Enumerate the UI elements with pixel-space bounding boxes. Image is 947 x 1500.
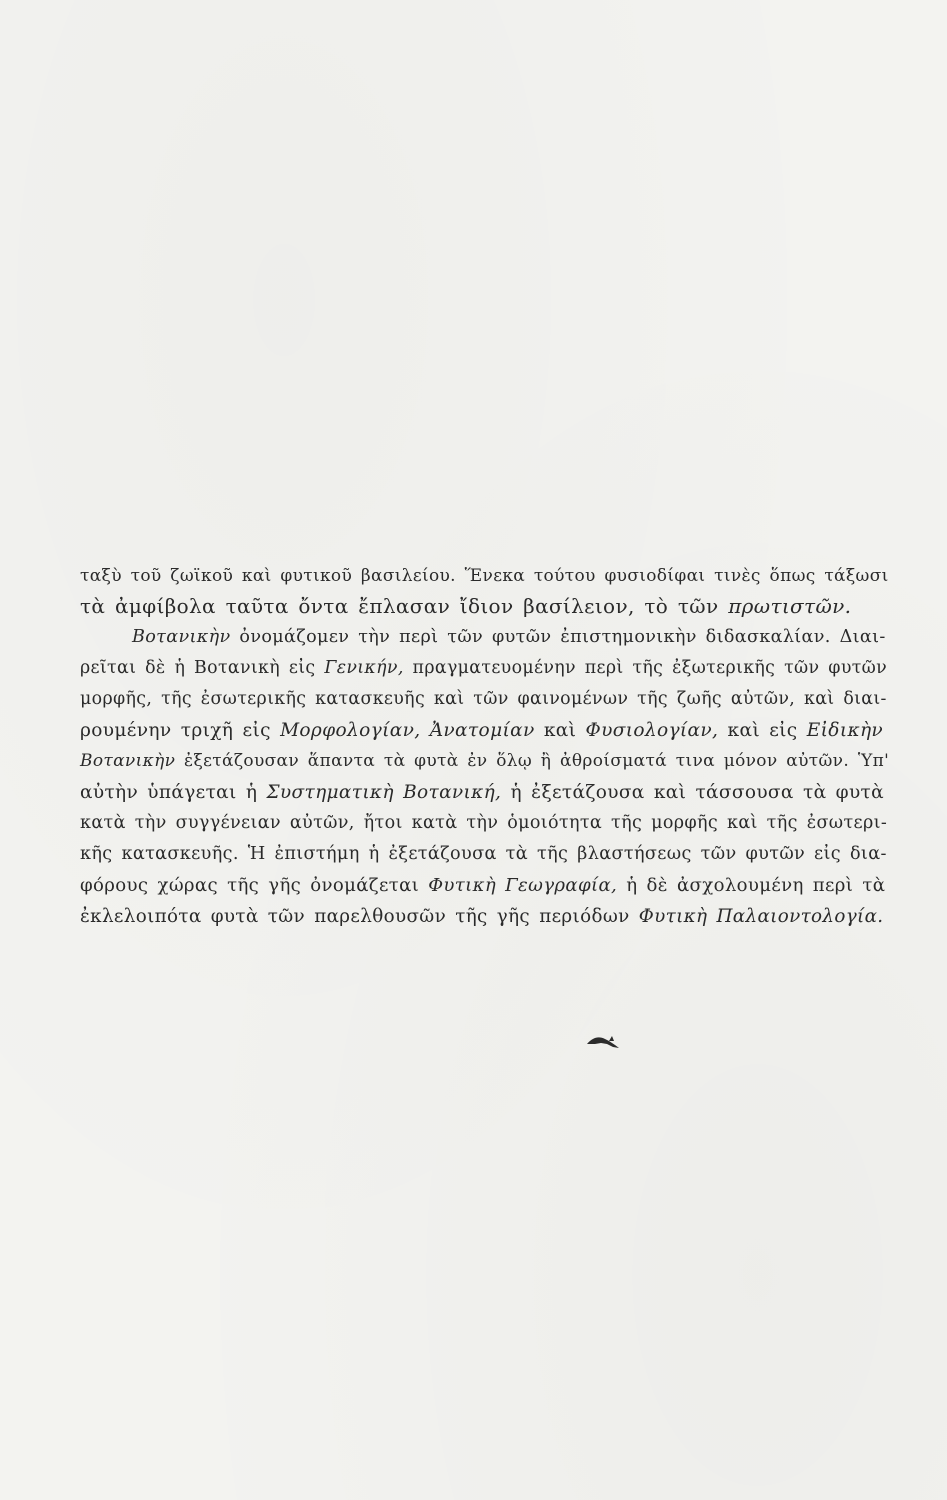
text-segment: ὀνομάζομεν τὴν περὶ τῶν φυτῶν ἐπιστημονικὴν διδασκαλίαν. Διαι- [230, 627, 886, 647]
italic-term: πρωτιστῶν. [728, 594, 852, 618]
text-segment: κῆς κατασκευῆς. Ἡ ἐπιστήμη ἡ ἐξετάζουσα τὰ τῆς βλαστήσεως τῶν φυτῶν εἰς δια- [80, 844, 887, 864]
text-line-8 [80, 777, 884, 808]
text-segment: ρεῖται δὲ ἡ Βοτανικὴ εἰς [80, 658, 325, 678]
italic-term: Συστηματικὴ Βοτανική, [266, 782, 502, 803]
italic-term: Μορφολογίαν, Ἀνατομίαν [280, 720, 535, 741]
italic-term: Φυτικὴ Γεωγραφία, [428, 875, 618, 896]
text-segment: κατὰ τὴν συγγένειαν αὐτῶν, ἤτοι κατὰ τὴν ὁμοιότητα τῆς μορφῆς καὶ τῆς ἐσωτερι- [80, 813, 888, 833]
text-segment: φόρους χώρας τῆς γῆς ὀνομάζεται [80, 875, 429, 896]
text-line-6 [80, 715, 884, 746]
text-line-7 [80, 746, 890, 777]
text-segment: τὰ ἀμφίβολα ταῦτα ὄντα ἔπλασαν ἴδιον βασίλειον, τὸ τῶν [80, 594, 729, 618]
italic-term: Βοτανικὴν [132, 627, 231, 647]
ink-mark [585, 1032, 625, 1052]
text-line-1 [80, 560, 889, 591]
italic-term: Βοτανικὴν [80, 751, 176, 771]
text-line-11 [80, 870, 886, 901]
text-line-12 [80, 901, 884, 932]
text-line-2 [80, 591, 880, 622]
text-segment: καὶ εἰς [718, 720, 807, 741]
text-segment: πραγματευομένην περὶ τῆς ἐξωτερικῆς τῶν φυτῶν [403, 658, 888, 678]
text-segment: ἐκλελοιπότα φυτὰ τῶν παρελθουσῶν τῆς γῆς περιόδων [80, 906, 639, 927]
text-segment: ρουμένην τριχῆ εἰς [80, 720, 281, 741]
text-segment: ἡ δὲ ἀσχολουμένη περὶ τὰ [617, 875, 886, 896]
text-line-10 [80, 839, 887, 870]
text-line-4 [80, 653, 888, 684]
text-segment: ἡ ἐξετάζουσα καὶ τάσσουσα τὰ φυτὰ [501, 782, 884, 803]
text-segment: μορφῆς, τῆς ἐσωτερικῆς κατασκευῆς καὶ τῶν φαινομένων τῆς ζωῆς αὐτῶν, καὶ διαι- [80, 689, 887, 709]
text-line-3 [80, 622, 886, 653]
text-line-5 [80, 684, 887, 715]
text-segment: ἐξετάζουσαν ἅπαντα τὰ φυτὰ ἐν ὅλῳ ἢ ἀθροίσματά τινα μόνον αὐτῶν. Ὑπ' [175, 751, 890, 771]
italic-term: Γενικήν, [324, 658, 404, 678]
italic-term: Φυτικὴ Παλαιοντολογία. [638, 906, 884, 927]
text-segment: ταξὺ τοῦ ζωϊκοῦ καὶ φυτικοῦ βασιλείου. Ἕνεκα τούτου φυσιοδίφαι τινὲς ὅπως τάξωσι [80, 565, 889, 585]
italic-term: Εἰδικὴν [806, 720, 884, 741]
text-segment: καὶ [534, 720, 586, 741]
text-segment: αὐτὴν ὑπάγεται ἡ [80, 782, 267, 803]
italic-term: Φυσιολογίαν, [585, 720, 719, 741]
body-text [80, 560, 890, 932]
text-line-9 [80, 808, 888, 839]
